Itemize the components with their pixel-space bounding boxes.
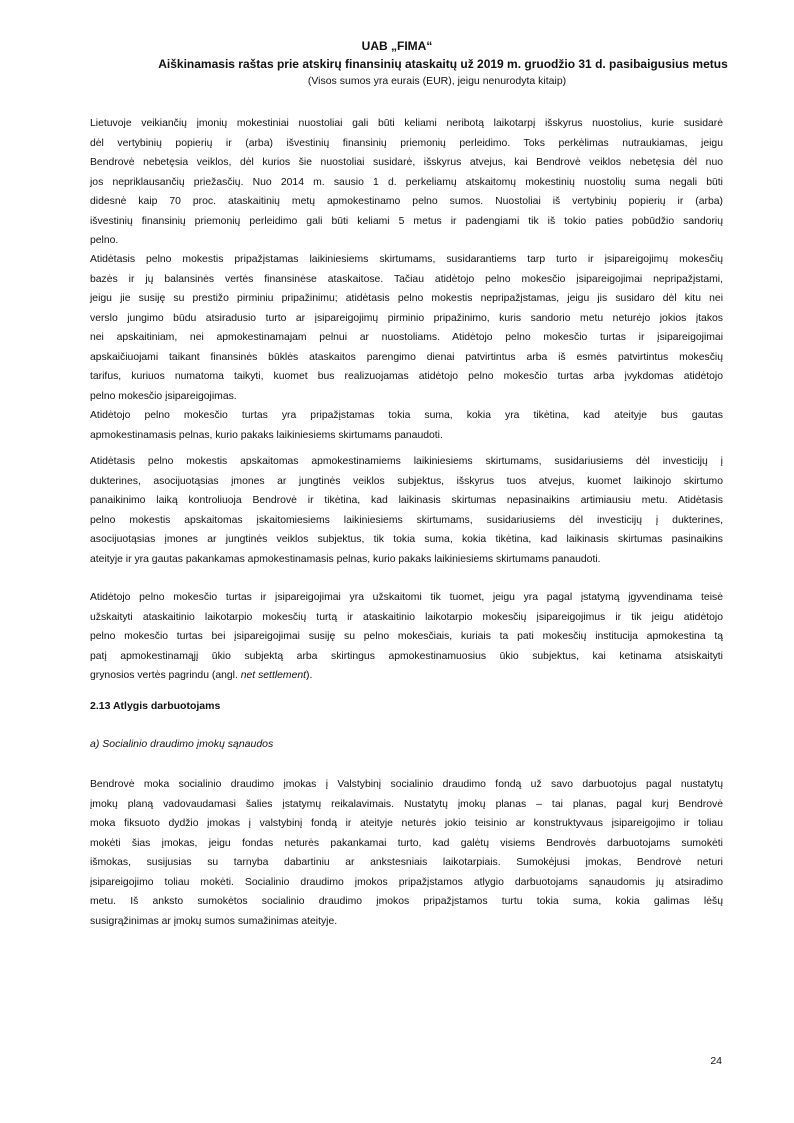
text-line: Atidėtasis pelno mokestis pripažįstamas laikiniesiems skirtumams, susidarantiems tarp turto ir įsipareigojimų mokesčių [90, 254, 723, 265]
paragraph-tax-losses [90, 114, 723, 251]
text-line: dukterines, asocijuotąsias įmones ar jungtinės veiklos subjektus, išskyrus tuos atvejus, kuomet laikinojo skirtumo [90, 475, 723, 487]
paragraph-social-insurance [90, 775, 723, 931]
text-line: įsipareigojimo toliau mokėti. Socialinio draudimo įmokos pripažįstamos atlygio darbuotojams sąnaudomis jų atsiradimo [90, 876, 723, 888]
text-line: apskaičiuojami taikant finansinės būklės ataskaitos parengimo dienai patvirtintus arba iš esmės patvirtintus mokesčių [90, 351, 723, 363]
text-line: Atidėtasis pelno mokestis apskaitomas apmokestinamiems laikiniesiems skirtumams, susidariusiems dėl investicijų į [90, 456, 723, 467]
text-line: Bendrovė nebetęsia veiklos, dėl kurios šie nuostoliai susidarė, išskyrus atvejus, kai Bendrovė veiklos nebetęsia dėl nuo [90, 157, 723, 168]
company-name: UAB „FIMA“ [361, 39, 433, 53]
section-heading: 2.13 Atlygis darbuotojams [90, 700, 221, 712]
text-line: panaikinimo laiką kontroliuoja Bendrovė ir tikėtina, kad laikinasis skirtumas nepasinaikins artimiausiu metu. Atidėtasis [90, 495, 723, 506]
last-line-italic: net settlement [240, 670, 307, 681]
text-line: moka fiksuoto dydžio įmokas į valstybinį fondą ir ateityje neturės jokio teisinio ar konstruktyvaus įsipareigojimo ir toliau [90, 818, 723, 829]
text-line: asocijuotąsias įmones ar jungtinės veiklos subjektus, tik tokia suma, kokia tikėtina, kad laikinasis skirtumas pasinaikins [90, 534, 723, 545]
text-line: jos nepriklausančių priežasčių. Nuo 2014 m. sausio 1 d. perkeliamų atskaitomų mokestinių nuostolių suma negali būti [90, 176, 723, 188]
document-title: Aiškinamasis raštas prie atskirų finansinių ataskaitų už 2019 m. gruodžio 31 d. pasibaigusius metus [158, 57, 728, 71]
text-line: susigrąžinimas ar įmokų sumos sumažinimas ateityje. [90, 915, 338, 927]
text-line: verslo jungimo būdu atsiradusio turto ar įsipareigojimų pirminio pripažinimo, kuris sandorio metu neturėjo jokios įtakos [90, 312, 723, 324]
text-line: įmokų planą vadovaudamasi šalies įstatymų reikalavimais. Nustatytų įmokų planas – tai planas, pagal kurį Bendrovė [90, 798, 723, 810]
text-line: Lietuvoje veikiančių įmonių mokestiniai nuostoliai gali būti keliami neribotą laikotarpį išskyrus nuostolius, kurie susidarė [90, 118, 723, 129]
paragraph-deferred-tax [90, 250, 723, 406]
text-line: išvestinių finansinių priemonių perleidimo gali būti keliami 5 metus ir padengiami tik iš tokio paties pobūdžio sandorių [90, 215, 723, 227]
text-line: patį apmokestinamąjį ūkio subjektą arba skirtingus apmokestinamuosius ūkio subjektus, kai ketinama atsiskaityti [90, 650, 723, 662]
text-line: pelno. [90, 235, 119, 246]
text-line: išmokas, susijusias su tarnyba dabartiniu ar ankstesniais laikotarpiais. Sumokėjusi įmokas, Bendrovė neturi [90, 857, 723, 868]
subsection-heading: a) Socialinio draudimo įmokų sąnaudos [90, 738, 274, 750]
text-line: bazės ir jų balansinės vertės finansinėse ataskaitose. Tačiau atidėtojo pelno mokesčio įsipareigojimai nepripažįstami, [90, 273, 723, 285]
text-line: didesnė kaip 70 proc. ataskaitinių metų apmokestinamo pelno sumos. Nuostoliai iš vertybinių popierių ir (arba) [90, 196, 723, 207]
last-line-prefix: grynosios vertės pagrindu (angl. [90, 670, 241, 681]
paragraph-temporary-differences [90, 452, 723, 569]
text-line: pelno mokesčio turtas bei įsipareigojimai susiję su pelno mokesčiais, kuriais ta pati mokesčių institucija apmokestina tą [90, 631, 723, 642]
text-line: užskaityti ataskaitinio laikotarpio mokesčių turtą ir ataskaitinio laikotarpio mokesčių įsipareigojimus ir tik jeigu atidėtojo [90, 611, 723, 623]
document-subtitle: (Visos sumos yra eurais (EUR), jeigu nenurodyta kitaip) [307, 75, 567, 87]
text-line: Atidėtojo pelno mokesčio turtas ir įsipareigojimai yra užskaitomi tik tuomet, jeigu yra pagal įstatymą įgyvendinama teisė [90, 592, 723, 603]
text-line: jeigu jie susiję su prestižo pirminiu pripažinimu; atidėtasis pelno mokestis nepripažįstamas, jeigu jis susidaro dėl kitu nei [90, 293, 723, 304]
text-line: Atidėtojo pelno mokesčio turtas yra pripažįstamas tokia suma, kokia yra tikėtina, kad ateityje bus gautas [90, 410, 723, 421]
text-line [90, 666, 723, 686]
text-line: metu. Iš anksto sumokėtos socialinio draudimo įmokos pripažįstamos turtu tokia suma, kokia galimas lėšų [90, 896, 723, 907]
last-line-suffix: ). [306, 670, 313, 681]
text-line: Bendrovė moka socialinio draudimo įmokas į Valstybinį socialinio draudimo fondą už savo darbuotojus pagal nustatytų [90, 779, 723, 790]
paragraph-deferred-tax-asset [90, 406, 723, 445]
text-line: pelno mokestis apskaitomas įskaitomiesiems laikiniesiems skirtumams, susidariusiems dėl investicijų į dukterines, [90, 514, 723, 526]
text-line: nei apskaitiniam, nei apmokestinamajam pelnui ar nuostoliams. Atidėtojo pelno mokesčio turtas ir įsipareigojimai [90, 332, 723, 343]
text-line: dėl vertybinių popierių ir (arba) išvestinių finansinių priemonių perleidimo. Toks perkėlimas nutraukiamas, jeigu [90, 137, 723, 149]
page-number: 24 [710, 1055, 722, 1067]
text-line: ateityje ir yra gautas pakankamas apmokestinamasis pelnas, kurio pakaks laikiniesiems skirtumams panaudoti. [90, 553, 601, 565]
text-line: tarifus, kuriuos numatoma taikyti, kuomet bus realizuojamas atidėtojo pelno mokesčio turtas arba įvykdomas atidėtojo [90, 371, 723, 382]
text-line: pelno mokesčio įsipareigojimas. [90, 390, 237, 402]
paragraph-offsetting [90, 588, 723, 686]
text-line: mokėti šias įmokas, jeigu fondas neturės pakankamai turto, kad galėtų visiems Bendrovės darbuotojams sumokėti [90, 837, 723, 849]
text-line: apmokestinamasis pelnas, kurio pakaks laikiniesiems skirtumams panaudoti. [90, 429, 443, 441]
